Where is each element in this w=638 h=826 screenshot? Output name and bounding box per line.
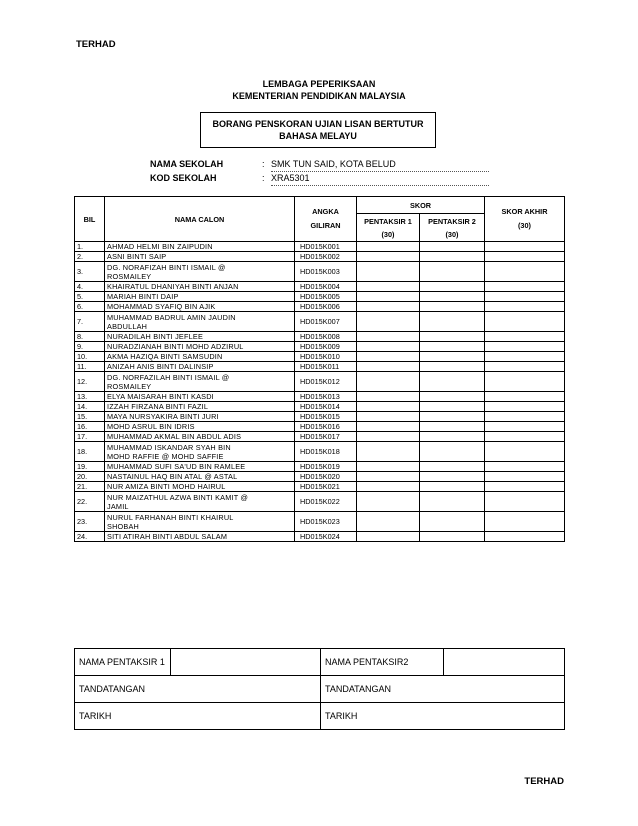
header-pentaksir-2-label: PENTAKSIR 2 xyxy=(428,216,476,226)
row-number: 12. xyxy=(75,372,105,392)
row-number: 19. xyxy=(75,462,105,472)
classification-top: TERHAD xyxy=(76,39,116,50)
candidate-table xyxy=(74,196,565,542)
final-score[interactable] xyxy=(485,442,565,462)
index-number: HD015K023 xyxy=(295,512,357,532)
table-row xyxy=(75,312,565,332)
row-number: 13. xyxy=(75,392,105,402)
final-score[interactable] xyxy=(485,532,565,542)
school-code-label: KOD SEKOLAH xyxy=(150,173,217,183)
candidate-name xyxy=(105,342,295,352)
table-row xyxy=(75,532,565,542)
candidate-name-line1: DG. NORAFIZAH BINTI ISMAIL @ xyxy=(107,262,226,272)
score-examiner-2[interactable] xyxy=(420,242,485,252)
score-examiner-2[interactable] xyxy=(420,432,485,442)
organization-name: LEMBAGA PEPERIKSAAN xyxy=(262,79,376,89)
form-title-line2: BAHASA MELAYU xyxy=(279,131,357,141)
score-examiner-2[interactable] xyxy=(420,332,485,342)
table-row xyxy=(75,422,565,432)
score-examiner-1[interactable] xyxy=(357,262,420,282)
row-number: 22. xyxy=(75,492,105,512)
score-examiner-2[interactable] xyxy=(420,402,485,412)
final-score[interactable] xyxy=(485,372,565,392)
candidate-name-line1: SITI ATIRAH BINTI ABDUL SALAM xyxy=(107,532,228,541)
score-examiner-1[interactable] xyxy=(357,312,420,332)
school-code-value: XRA5301 xyxy=(271,173,489,186)
header-skor-akhir-max: (30) xyxy=(518,221,531,230)
table-row xyxy=(75,292,565,302)
score-examiner-1[interactable] xyxy=(357,482,420,492)
index-number: HD015K011 xyxy=(295,362,357,372)
row-number: 15. xyxy=(75,412,105,422)
score-examiner-2[interactable] xyxy=(420,472,485,482)
candidate-name-line1: KHAIRATUL DHANIYAH BINTI ANJAN xyxy=(107,282,239,291)
final-score[interactable] xyxy=(485,492,565,512)
header-pentaksir-2 xyxy=(420,214,485,242)
header-pentaksir-1-max: (30) xyxy=(381,229,395,239)
examiner-2-name-label: NAMA PENTAKSIR2 xyxy=(321,649,444,676)
candidate-name-line1: ELYA MAISARAH BINTI KASDI xyxy=(107,392,214,401)
index-number: HD015K013 xyxy=(295,392,357,402)
index-number: HD015K005 xyxy=(295,292,357,302)
candidate-name xyxy=(105,292,295,302)
score-examiner-2[interactable] xyxy=(420,362,485,372)
score-examiner-2[interactable] xyxy=(420,252,485,262)
header-skor: SKOR xyxy=(357,197,485,214)
final-score[interactable] xyxy=(485,252,565,262)
candidate-name xyxy=(105,512,295,532)
examiner-2-signature-label: TANDATANGAN xyxy=(325,684,392,694)
candidate-name xyxy=(105,402,295,412)
score-examiner-2[interactable] xyxy=(420,352,485,362)
score-examiner-2[interactable] xyxy=(420,312,485,332)
score-examiner-2[interactable] xyxy=(420,262,485,282)
final-score[interactable] xyxy=(485,402,565,412)
table-row xyxy=(75,412,565,422)
row-number: 7. xyxy=(75,312,105,332)
score-examiner-1[interactable] xyxy=(357,472,420,482)
score-examiner-1[interactable] xyxy=(357,302,420,312)
index-number: HD015K021 xyxy=(295,482,357,492)
row-number: 5. xyxy=(75,292,105,302)
score-examiner-1[interactable] xyxy=(357,492,420,512)
index-number: HD015K022 xyxy=(295,492,357,512)
candidate-name xyxy=(105,252,295,262)
row-number: 18. xyxy=(75,442,105,462)
table-row xyxy=(75,362,565,372)
final-score[interactable] xyxy=(485,482,565,492)
header-angka-giliran xyxy=(295,197,357,242)
candidate-name-line1: NUR MAIZATHUL AZWA BINTI KAMIT @ xyxy=(107,492,249,502)
table-row xyxy=(75,402,565,412)
table-row xyxy=(75,392,565,402)
signature-table xyxy=(74,648,565,730)
final-score[interactable] xyxy=(485,242,565,252)
examiner-2-date-field[interactable] xyxy=(321,703,565,730)
candidate-name-line1: NASTAINUL HAQ BIN ATAL @ ASTAL xyxy=(107,472,238,481)
candidate-name-line1: MOHAMMAD SYAFIQ BIN AJIK xyxy=(107,302,216,311)
final-score[interactable] xyxy=(485,432,565,442)
candidate-name xyxy=(105,362,295,372)
score-examiner-1[interactable] xyxy=(357,292,420,302)
table-row xyxy=(75,492,565,512)
score-examiner-2[interactable] xyxy=(420,302,485,312)
header-pentaksir-1 xyxy=(357,214,420,242)
header-bil: BIL xyxy=(75,197,105,242)
candidate-name xyxy=(105,312,295,332)
index-number: HD015K014 xyxy=(295,402,357,412)
final-score[interactable] xyxy=(485,392,565,402)
candidate-name xyxy=(105,532,295,542)
examiner-2-signature-field[interactable] xyxy=(321,676,565,703)
final-score[interactable] xyxy=(485,332,565,342)
table-row xyxy=(75,252,565,262)
final-score[interactable] xyxy=(485,362,565,372)
ministry-name: KEMENTERIAN PENDIDIKAN MALAYSIA xyxy=(232,91,406,101)
final-score[interactable] xyxy=(485,352,565,362)
row-number: 8. xyxy=(75,332,105,342)
examiner-1-date-field[interactable] xyxy=(75,703,321,730)
score-examiner-1[interactable] xyxy=(357,362,420,372)
candidate-name xyxy=(105,422,295,432)
classification-bottom: TERHAD xyxy=(524,776,564,787)
candidate-name-line1: MUHAMMAD ISKANDAR SYAH BIN xyxy=(107,442,231,452)
examiner-2-date-label: TARIKH xyxy=(325,711,358,721)
index-number: HD015K003 xyxy=(295,262,357,282)
candidate-name xyxy=(105,442,295,462)
header-angka: ANGKA xyxy=(312,207,339,216)
score-examiner-1[interactable] xyxy=(357,462,420,472)
candidate-name-line2: ROSMAILEY xyxy=(107,381,152,391)
row-number: 16. xyxy=(75,422,105,432)
row-number: 17. xyxy=(75,432,105,442)
candidate-name-line2: SHOBAH xyxy=(107,521,140,531)
candidate-name-line1: MOHD ASRUL BIN IDRIS xyxy=(107,422,195,431)
candidate-name-line2: ABDULLAH xyxy=(107,321,148,331)
candidate-name-line1: NURADZIANAH BINTI MOHD ADZIRUL xyxy=(107,342,244,351)
candidate-name xyxy=(105,262,295,282)
candidate-name xyxy=(105,432,295,442)
candidate-name xyxy=(105,472,295,482)
index-number: HD015K012 xyxy=(295,372,357,392)
candidate-name-line1: AHMAD HELMI BIN ZAIPUDIN xyxy=(107,242,213,251)
score-examiner-1[interactable] xyxy=(357,352,420,362)
index-number: HD015K001 xyxy=(295,242,357,252)
index-number: HD015K024 xyxy=(295,532,357,542)
school-name-label: NAMA SEKOLAH xyxy=(150,159,224,169)
final-score[interactable] xyxy=(485,342,565,352)
score-examiner-1[interactable] xyxy=(357,392,420,402)
final-score[interactable] xyxy=(485,282,565,292)
header-skor-akhir-label: SKOR AKHIR xyxy=(501,207,548,216)
candidate-name xyxy=(105,332,295,342)
row-number: 6. xyxy=(75,302,105,312)
index-number: HD015K007 xyxy=(295,312,357,332)
table-row xyxy=(75,352,565,362)
row-number: 4. xyxy=(75,282,105,292)
index-number: HD015K019 xyxy=(295,462,357,472)
row-number: 21. xyxy=(75,482,105,492)
score-examiner-1[interactable] xyxy=(357,342,420,352)
row-number: 3. xyxy=(75,262,105,282)
form-title-line1: BORANG PENSKORAN UJIAN LISAN BERTUTUR xyxy=(212,119,424,129)
table-row xyxy=(75,302,565,312)
score-examiner-1[interactable] xyxy=(357,512,420,532)
index-number: HD015K002 xyxy=(295,252,357,262)
index-number: HD015K008 xyxy=(295,332,357,342)
index-number: HD015K004 xyxy=(295,282,357,292)
candidate-name-line1: MUHAMMAD SUFI SA'UD BIN RAMLEE xyxy=(107,462,246,471)
final-score[interactable] xyxy=(485,422,565,432)
score-examiner-1[interactable] xyxy=(357,442,420,462)
final-score[interactable] xyxy=(485,312,565,332)
score-examiner-2[interactable] xyxy=(420,422,485,432)
candidate-name-line1: ANIZAH ANIS BINTI DALINSIP xyxy=(107,362,214,371)
candidate-name-line1: AKMA HAZIQA BINTI SAMSUDIN xyxy=(107,352,223,361)
score-examiner-2[interactable] xyxy=(420,412,485,422)
header-pentaksir-2-max: (30) xyxy=(445,229,459,239)
score-examiner-1[interactable] xyxy=(357,532,420,542)
table-row xyxy=(75,472,565,482)
index-number: HD015K009 xyxy=(295,342,357,352)
score-examiner-1[interactable] xyxy=(357,432,420,442)
index-number: HD015K018 xyxy=(295,442,357,462)
candidate-name-line1: IZZAH FIRZANA BINTI FAZIL xyxy=(107,402,209,411)
candidate-name-line2: JAMIL xyxy=(107,501,129,511)
table-row xyxy=(75,242,565,252)
row-number: 20. xyxy=(75,472,105,482)
candidate-name-line1: DG. NORFAZILAH BINTI ISMAIL @ xyxy=(107,372,230,382)
examiner-1-name-label: NAMA PENTAKSIR 1 xyxy=(75,649,171,676)
final-score[interactable] xyxy=(485,412,565,422)
candidate-name xyxy=(105,492,295,512)
score-examiner-2[interactable] xyxy=(420,282,485,292)
candidate-rows xyxy=(75,242,565,542)
header-pentaksir-1-label: PENTAKSIR 1 xyxy=(364,216,412,226)
index-number: HD015K017 xyxy=(295,432,357,442)
examiner-1-date-label: TARIKH xyxy=(79,711,112,721)
row-number: 24. xyxy=(75,532,105,542)
header-nama-calon: NAMA CALON xyxy=(105,197,295,242)
score-examiner-1[interactable] xyxy=(357,422,420,432)
row-number: 23. xyxy=(75,512,105,532)
school-name-colon: : xyxy=(262,159,265,169)
row-number: 2. xyxy=(75,252,105,262)
header-giliran: GILIRAN xyxy=(310,221,341,230)
examiner-2-name-field[interactable] xyxy=(444,649,565,676)
row-number: 10. xyxy=(75,352,105,362)
final-score[interactable] xyxy=(485,512,565,532)
candidate-name-line1: MUHAMMAD BADRUL AMIN JAUDIN xyxy=(107,312,236,322)
row-number: 9. xyxy=(75,342,105,352)
score-examiner-2[interactable] xyxy=(420,512,485,532)
table-row xyxy=(75,512,565,532)
school-code-colon: : xyxy=(262,173,265,183)
header-skor-akhir xyxy=(485,197,565,242)
table-row xyxy=(75,282,565,292)
index-number: HD015K006 xyxy=(295,302,357,312)
row-number: 14. xyxy=(75,402,105,412)
final-score[interactable] xyxy=(485,262,565,282)
candidate-name xyxy=(105,242,295,252)
final-score[interactable] xyxy=(485,472,565,482)
candidate-name-line2: ROSMAILEY xyxy=(107,271,152,281)
score-examiner-1[interactable] xyxy=(357,412,420,422)
candidate-name-line1: NURADILAH BINTI JEFLEE xyxy=(107,332,204,341)
score-examiner-2[interactable] xyxy=(420,372,485,392)
index-number: HD015K010 xyxy=(295,352,357,362)
score-examiner-2[interactable] xyxy=(420,462,485,472)
candidate-name xyxy=(105,352,295,362)
table-row xyxy=(75,342,565,352)
candidate-name xyxy=(105,372,295,392)
candidate-name-line1: NURUL FARHANAH BINTI KHAIRUL xyxy=(107,512,234,522)
candidate-name-line1: ASNI BINTI SAIP xyxy=(107,252,167,261)
candidate-name-line1: MAYA NURSYAKIRA BINTI JURI xyxy=(107,412,219,421)
candidate-name xyxy=(105,462,295,472)
index-number: HD015K020 xyxy=(295,472,357,482)
candidate-name xyxy=(105,482,295,492)
examiner-1-name-field[interactable] xyxy=(171,649,321,676)
candidate-name-line2: MOHD RAFFIE @ MOHD SAFFIE xyxy=(107,451,224,461)
candidate-name-line1: MUHAMMAD AKMAL BIN ABDUL ADIS xyxy=(107,432,242,441)
score-examiner-2[interactable] xyxy=(420,292,485,302)
score-examiner-1[interactable] xyxy=(357,402,420,412)
score-examiner-1[interactable] xyxy=(357,332,420,342)
score-examiner-1[interactable] xyxy=(357,372,420,392)
index-number: HD015K016 xyxy=(295,422,357,432)
score-examiner-1[interactable] xyxy=(357,252,420,262)
table-row xyxy=(75,372,565,392)
table-row xyxy=(75,262,565,282)
row-number: 1. xyxy=(75,242,105,252)
form-title-box xyxy=(200,112,436,148)
score-examiner-2[interactable] xyxy=(420,482,485,492)
candidate-name xyxy=(105,282,295,292)
candidate-name xyxy=(105,392,295,402)
examiner-1-signature-field[interactable] xyxy=(75,676,321,703)
index-number: HD015K015 xyxy=(295,412,357,422)
table-row xyxy=(75,482,565,492)
score-examiner-2[interactable] xyxy=(420,442,485,462)
score-examiner-2[interactable] xyxy=(420,392,485,402)
score-examiner-2[interactable] xyxy=(420,342,485,352)
row-number: 11. xyxy=(75,362,105,372)
school-name-value: SMK TUN SAID, KOTA BELUD xyxy=(271,159,489,172)
candidate-name-line1: MARIAH BINTI DAIP xyxy=(107,292,179,301)
final-score[interactable] xyxy=(485,462,565,472)
examiner-1-signature-label: TANDATANGAN xyxy=(79,684,146,694)
table-row xyxy=(75,462,565,472)
candidate-name-line1: NUR AMIZA BINTI MOHD HAIRUL xyxy=(107,482,226,491)
final-score[interactable] xyxy=(485,292,565,302)
table-row xyxy=(75,432,565,442)
score-examiner-1[interactable] xyxy=(357,242,420,252)
score-examiner-1[interactable] xyxy=(357,282,420,292)
score-examiner-2[interactable] xyxy=(420,492,485,512)
candidate-name xyxy=(105,412,295,422)
candidate-name xyxy=(105,302,295,312)
score-examiner-2[interactable] xyxy=(420,532,485,542)
final-score[interactable] xyxy=(485,302,565,312)
table-row xyxy=(75,442,565,462)
table-row xyxy=(75,332,565,342)
